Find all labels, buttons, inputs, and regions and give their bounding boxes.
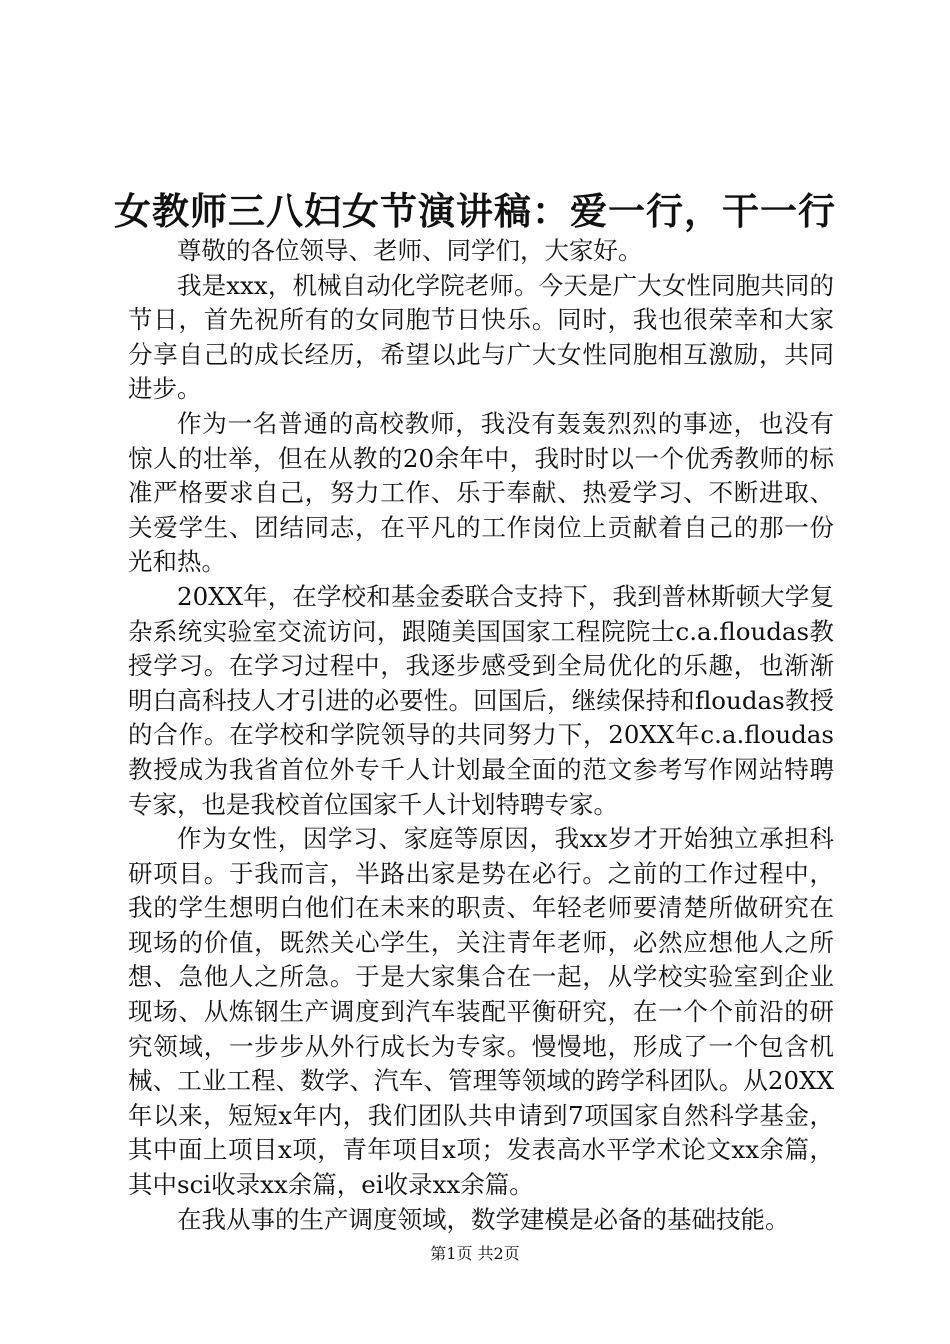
document-title: 女教师三八妇女节演讲稿：爱一行，干一行 [114,189,836,233]
paragraph-princeton-visit: 20XX年，在学校和基金委联合支持下，我到普林斯顿大学复杂系统实验室交流访问，跟随美国国家工程院院士c.a.floudas教授学习。在学习过程中，我逐步感受到全局优化的乐趣，也渐渐明白高科技人才引进的必要性。回国后，继续保持和floudas教授的合作。在学校和学院领导的共同努力下，20XX年c.a.floudas教授成为我省首位外专千人计划最全面的范文参考写作网站特聘专家，也是我校首位国家千人计划特聘专家。 [128,581,834,819]
paragraph-introduction: 我是xxx，机械自动化学院老师。今天是广大女性同胞共同的节日，首先祝所有的女同胞节日快乐。同时，我也很荣幸和大家分享自己的成长经历，希望以此与广大女性同胞相互激励，共同进步。 [128,270,834,404]
paragraph-greeting: 尊敬的各位领导、老师、同学们，大家好。 [177,236,643,265]
paragraph-research-team: 作为女性，因学习、家庭等原因，我xx岁才开始独立承担科研项目。于我而言，半路出家是势在必行。之前的工作过程中，我的学生想明白他们在未来的职责、年轻老师要清楚所做研究在现场的价值，既然关心学生，关注青年老师，必然应想他人之所想、急他人之所急。于是大家集合在一起，从学校实验室到企业现场、从炼钢生产调度到汽车装配平衡研究，在一个个前沿的研究领域，一步步从外行成长为专家。慢慢地，形成了一个包含机械、工业工程、数学、汽车、管理等领域的跨学科团队。从20XX年以来，短短x年内，我们团队共申请到7项国家自然科学基金，其中面上项目x项，青年项目x项；发表高水平学术论文xx余篇，其中sci收录xx余篇，ei收录xx余篇。 [128,824,834,1200]
document-body [128,234,834,1237]
paragraph-teaching: 作为一名普通的高校教师，我没有轰轰烈烈的事迹，也没有惊人的壮举，但在从教的20余年中，我时时以一个优秀教师的标准严格要求自己，努力工作、乐于奉献、热爱学习、不断进取、关爱学生、团结同志，在平凡的工作岗位上贡献着自己的那一份光和热。 [128,408,834,577]
page-number-footer: 第1页 共2页 [430,1244,520,1263]
paragraph-scheduling: 在我从事的生产调度领域，数学建模是必备的基础技能。 [177,1204,790,1234]
